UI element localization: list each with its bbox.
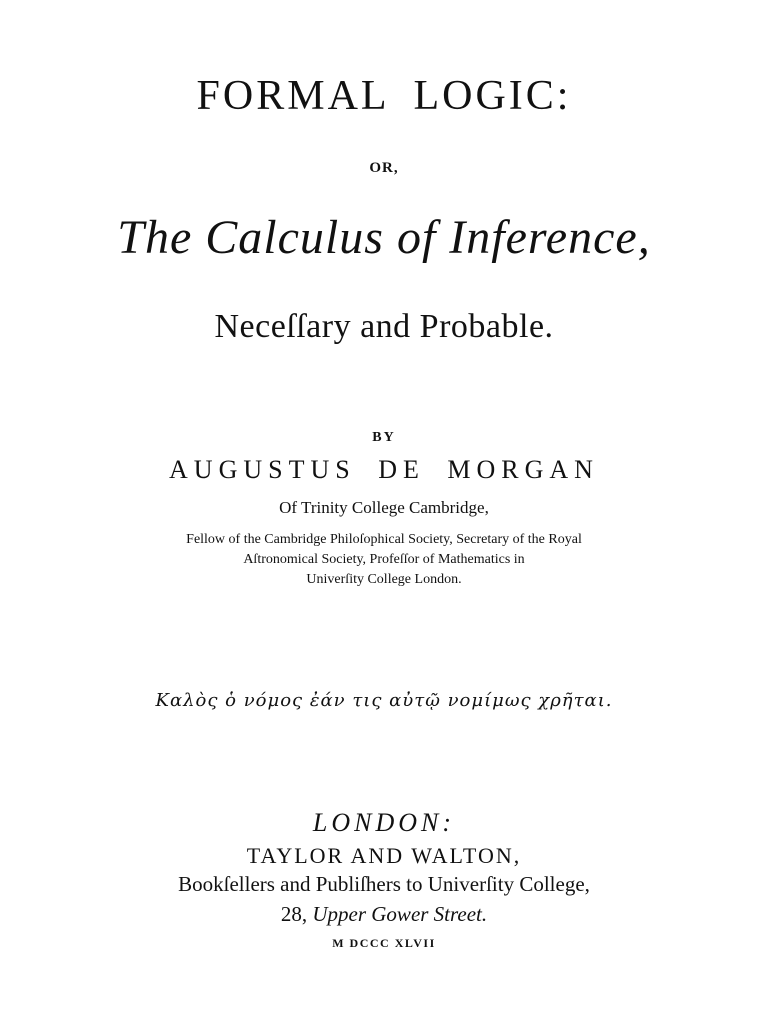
by-label: BY (372, 430, 396, 445)
address-number: 28, (280, 902, 308, 926)
author-name: AUGUSTUS DE MORGAN (169, 455, 599, 484)
address-street: Upper Gower Street. (312, 902, 488, 926)
affiliation-block (0, 530, 768, 590)
greek-motto: Καλὸς ὁ νόμος ἐάν τις αὐτῷ νομίμως χρῆται. (155, 690, 613, 711)
affiliation-line: Fellow of the Cambridge Philoſophical Society, Secretary of the Royal (186, 532, 582, 547)
conjunction-or: OR, (369, 160, 399, 176)
affiliation-line: Univerſity College London. (306, 572, 462, 587)
subtitle: The Calculus of Inference, (117, 211, 651, 264)
imprint-year: M DCCC XLVII (332, 936, 436, 950)
subtitle-line-2: Neceſſary and Probable. (214, 308, 554, 345)
affiliation-line: Aſtronomical Society, Profeſſor of Mathematics in (243, 552, 525, 567)
imprint-publisher: TAYLOR AND WALTON, (246, 843, 522, 868)
imprint-publisher-description: Bookſellers and Publiſhers to Univerſity College, (178, 872, 590, 896)
affiliation-line-1: Of Trinity College Cambridge, (279, 498, 489, 517)
imprint-city: LONDON: (312, 808, 456, 837)
main-title: FORMAL LOGIC: (196, 73, 572, 119)
imprint-address (0, 902, 768, 927)
